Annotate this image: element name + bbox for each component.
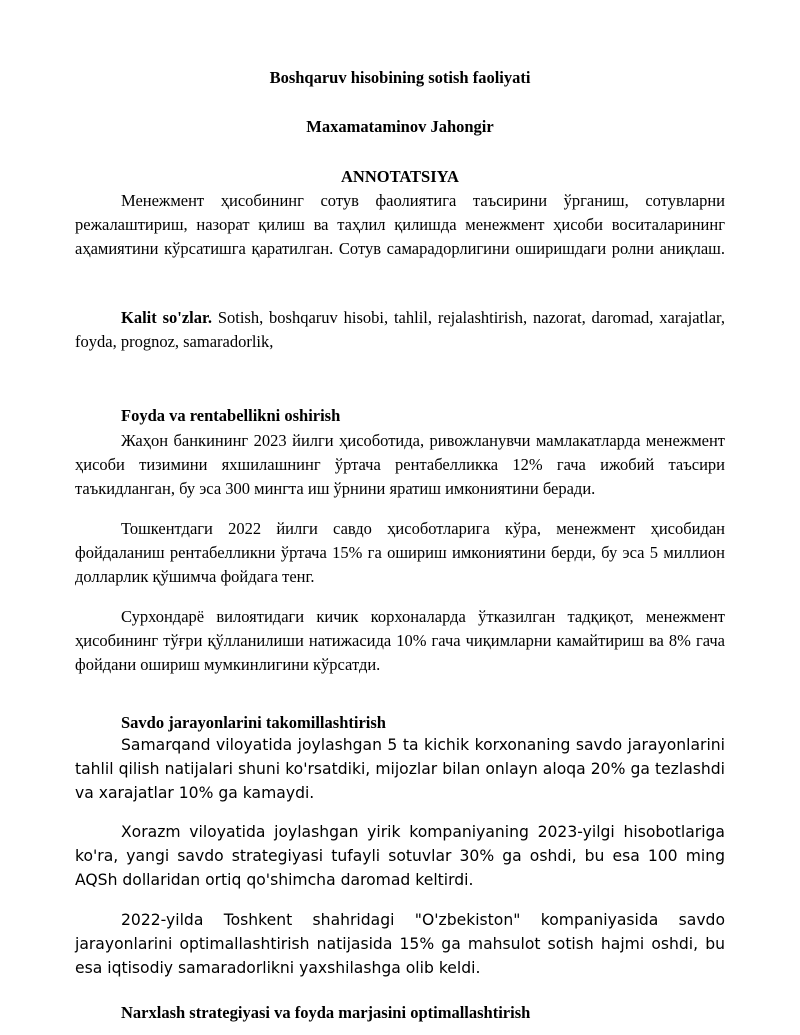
section-heading: Savdo jarayonlarini takomillashtirish	[121, 713, 386, 732]
author-name: Maxamataminov Jahongir	[306, 117, 494, 136]
keywords-text: Sotish, boshqaruv hisobi, tahlil, rejalashtirish, nazorat, daromad, xarajatlar, foyda, prognoz, samaradorlik,	[75, 308, 725, 351]
section-paragraph: Samarqand viloyatida joylashgan 5 ta kichik korxonaning savdo jarayonlarini tahlil qilish natijalari shuni ko'rsatdiki, mijozlar bilan onlayn aloqa 20% ga tezlashdi va xarajatlar 10% ga kamaydi.	[75, 736, 725, 802]
section-paragraph: Сурхондарё вилоятидаги кичик корхоналарда ўтказилган тадқиқот, менежмент ҳисобининг тўғри қўлланилиши натижасида 10% гача чиқимларни камайтириш ва 8% гача фойдани ошириш мумкинлигини кўрсатди.	[75, 607, 725, 674]
annotation-heading: ANNOTATSIYA	[341, 167, 459, 186]
section-paragraph: Жаҳон банкининг 2023 йилги ҳисоботида, ривожланувчи мамлакатларда менежмент ҳисоби тизимини яхшилашнинг ўртача рентабелликка 12% гача ижобий таъсири таъкидланган, бу эса 300 мингта иш ўрнини яратиш имкониятини беради.	[75, 431, 725, 498]
keywords-paragraph	[75, 306, 725, 354]
section-heading: Foyda va rentabellikni oshirish	[121, 406, 341, 425]
document-title: Boshqaruv hisobining sotish faoliyati	[269, 68, 531, 87]
keywords-label: Kalit so'zlar.	[121, 308, 212, 327]
annotation-text: Менежмент ҳисобининг сотув фаолиятига таъсирини ўрганиш, сотувларни режалаштириш, назорат қилиш ва таҳлил қилишда менежмент ҳисоби воситаларининг аҳамиятини кўрсатишга қаратилган. Сотув самарадорлигини оширишдаги ролни аниқлаш.	[75, 191, 725, 258]
section-heading: Narxlash strategiyasi va foyda marjasini optimallashtirish	[121, 1003, 531, 1022]
section-paragraph: Тошкентдаги 2022 йилги савдо ҳисоботларига кўра, менежмент ҳисобидан фойдаланиш рентабелликни ўртача 15% га ошириш имкониятини берди, бу эса 5 миллион долларлик қўшимча фойдага тенг.	[75, 519, 725, 586]
section-paragraph: 2022-yilda Toshkent shahridagi "O'zbekiston" kompaniyasida savdo jarayonlarini optimallashtirish natijasida 15% ga mahsulot sotish hajmi oshdi, bu esa iqtisodiy samaradorlikni yaxshilashga olib keldi.	[75, 911, 725, 977]
section-paragraph: Xorazm viloyatida joylashgan yirik kompaniyaning 2023-yilgi hisobotlariga ko'ra, yangi savdo strategiyasi tufayli sotuvlar 30% ga oshdi, bu esa 100 ming AQSh dollaridan ortiq qo'shimcha daromad keltirdi.	[75, 823, 725, 889]
